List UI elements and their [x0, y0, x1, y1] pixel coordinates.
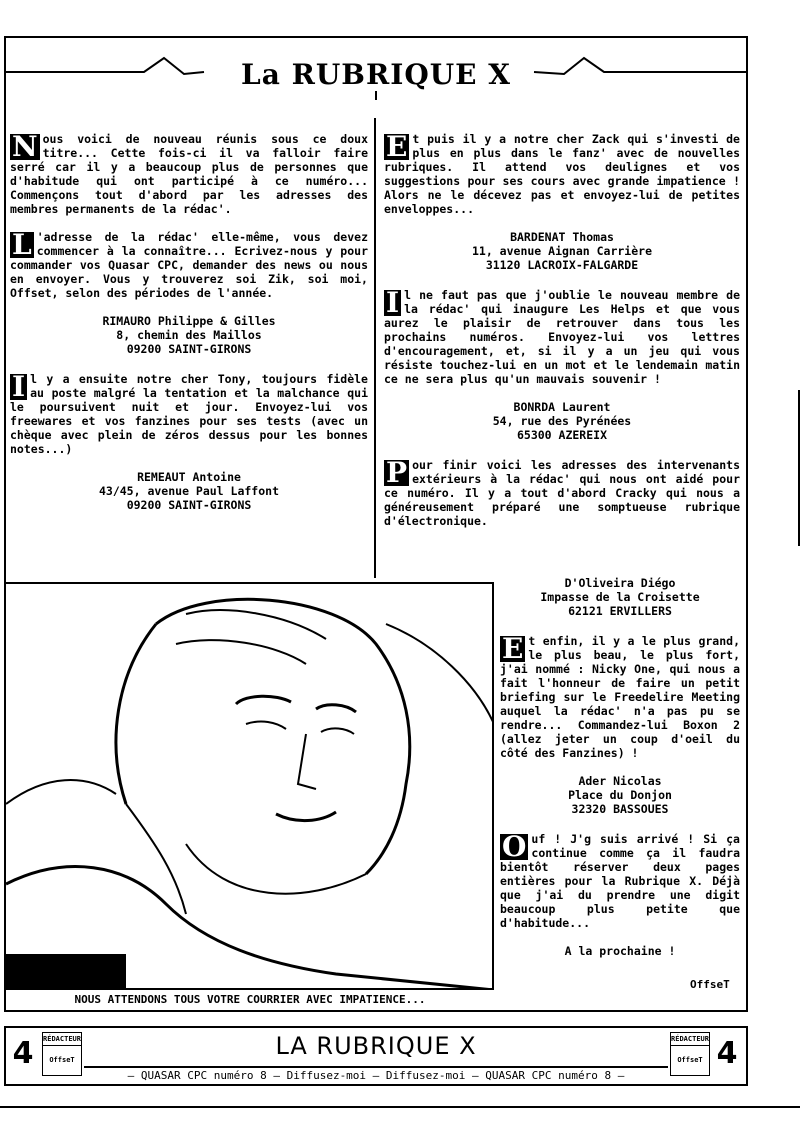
right-column: [384, 132, 740, 542]
illustration: [6, 582, 494, 988]
drop-cap: E: [386, 130, 408, 163]
drop-cap: P: [386, 456, 408, 489]
paragraph: [384, 458, 740, 528]
header: [4, 52, 748, 92]
address-line: Impasse de la Croisette: [540, 590, 700, 604]
paragraph: [10, 230, 368, 300]
author-tag-label: RÉDACTEUR: [43, 1033, 81, 1046]
column-divider: [374, 118, 376, 578]
address-line: 54, rue des Pyrénées: [492, 414, 632, 428]
author-tag-right: [670, 1032, 710, 1076]
author-tag-name: OffseT: [677, 1056, 703, 1064]
address-line: 31120 LACROIX-FALGARDE: [485, 258, 639, 272]
closing-line: A la prochaine !: [564, 944, 676, 958]
paragraph: [384, 288, 740, 386]
author-tag-label: RÉDACTEUR: [671, 1033, 709, 1046]
address-line: 32320 BASSOUES: [571, 802, 669, 816]
page-number-left: 4: [12, 1036, 34, 1071]
woman-portrait-drawing: [6, 584, 494, 988]
page-number-right: 4: [716, 1036, 738, 1071]
author-tag-name: OffseT: [49, 1056, 75, 1064]
lower-right-column: [500, 576, 740, 974]
address-line: 09200 SAINT-GIRONS: [126, 498, 252, 512]
author-tag-left: [42, 1032, 82, 1076]
drop-cap: L: [12, 228, 32, 261]
address-block: [10, 470, 368, 512]
address-block: [384, 230, 740, 272]
address-line: BARDENAT Thomas: [510, 230, 614, 244]
paragraph: [500, 832, 740, 930]
address-line: 09200 SAINT-GIRONS: [126, 342, 252, 356]
address-line: Place du Donjon: [568, 788, 672, 802]
address-line: RIMAURO Philippe & Gilles: [102, 314, 276, 328]
paragraph: [500, 634, 740, 760]
footer-title: LA RUBRIQUE X: [275, 1032, 477, 1060]
paragraph-text: l y a ensuite notre cher Tony, toujours fidèle au poste malgré la tentation et la malchance qui le poursuivent nuit et jour. Envoyez-lui vos freewares et vos fanzines pour ses tests (avec un chèque avec plein de zéros dessus pour les bonnes notes...): [10, 372, 368, 456]
paragraph-text: our finir voici les adresses des intervenants extérieurs à la rédac' qui nous ont aidé pour ce numéro. Il y a tout d'abord Cracky qui nous a généreusement préparé une somptueuse rubrique d'électronique.: [384, 458, 740, 528]
left-column: [10, 132, 368, 528]
address-line: REMEAUT Antoine: [137, 470, 241, 484]
drop-cap: N: [12, 130, 38, 163]
illustration-caption: NOUS ATTENDONS TOUS VOTRE COURRIER AVEC IMPATIENCE...: [6, 988, 494, 1010]
address-line: Ader Nicolas: [578, 774, 662, 788]
paragraph: [384, 132, 740, 216]
paragraph-text: uf ! J'g suis arrivé ! Si ça continue comme ça il faudra bientôt réserver deux pages entières pour la Rubrique X. Déjà que j'ai du prendre une digit beaucoup plus petite que d'habitude...: [500, 832, 740, 930]
address-block: [500, 774, 740, 816]
address-line: 8, chemin des Maillos: [116, 328, 262, 342]
address-line: 62121 ERVILLERS: [568, 604, 672, 618]
address-block: [384, 400, 740, 442]
page-title: La RUBRIQUE X: [4, 58, 748, 91]
bottom-rule: [0, 1106, 800, 1108]
paragraph-text: l ne faut pas que j'oublie le nouveau membre de la rédac' qui inaugure Les Helps et que vous aurez le plaisir de retrouver dans tous les prochains numéros. Envoyez-lui vos lettres d'encouragement, et, si il y a un jeu qui vous résiste touchez-lui en un mot et le lendemain matin ce ne sera plus qu'un mauvais souvenir !: [384, 288, 740, 386]
signature: OffseT: [690, 978, 730, 991]
address-line: D'Oliveira Diégo: [564, 576, 676, 590]
drop-cap: I: [386, 286, 400, 319]
paragraph: [10, 132, 368, 216]
paragraph: [10, 372, 368, 456]
paragraph-text: ous voici de nouveau réunis sous ce doux titre... Cette fois-ci il va falloir faire serré car il y a beaucoup plus de personnes que d'habitude qui ont participé à ce numéro... Commençons tout d'abord par les adresses des membres permanents de la rédac'.: [10, 132, 368, 216]
drop-cap: I: [12, 370, 26, 403]
address-block: [500, 576, 740, 618]
address-line: BONRDA Laurent: [513, 400, 611, 414]
page-footer: [4, 1026, 748, 1086]
footer-tagline: — QUASAR CPC numéro 8 — Diffusez-moi — Diffusez-moi — QUASAR CPC numéro 8 —: [84, 1066, 668, 1084]
address-block: [10, 314, 368, 356]
paragraph-text: t puis il y a notre cher Zack qui s'investi de plus en plus dans le fanz' avec de nouvelles rubriques. Il attend vos deulignes et vos suggestions pour ses cours avec grande impatience ! Alors ne le décevez pas et envoyez-lui de petites enveloppes...: [384, 132, 740, 216]
drop-cap: E: [502, 632, 524, 665]
address-line: 65300 AZEREIX: [516, 428, 607, 442]
drop-cap: O: [502, 830, 527, 863]
address-line: 43/45, avenue Paul Laffont: [98, 484, 279, 498]
address-line: 11, avenue Aignan Carrière: [471, 244, 652, 258]
paragraph-text: t enfin, il y a le plus grand, le plus beau, le plus fort, j'ai nommé : Nicky One, qui nous a fait l'honneur de faire un petit briefing sur le Freedelire Meeting auquel la rédac' n'a pas pu se rendre... Commandez-lui Boxon 2 (allez jeter un coup d'oeil du côté des Fanzines) !: [500, 634, 740, 760]
paragraph-text: 'adresse de la rédac' elle-même, vous devez commencer à la connaître... Ecrivez-nous y pour commander vos Quasar CPC, demander des news ou nous en envoyer. Vous y trouverez soi Zik, soi moi, Offset, selon des périodes de l'année.: [10, 230, 368, 300]
